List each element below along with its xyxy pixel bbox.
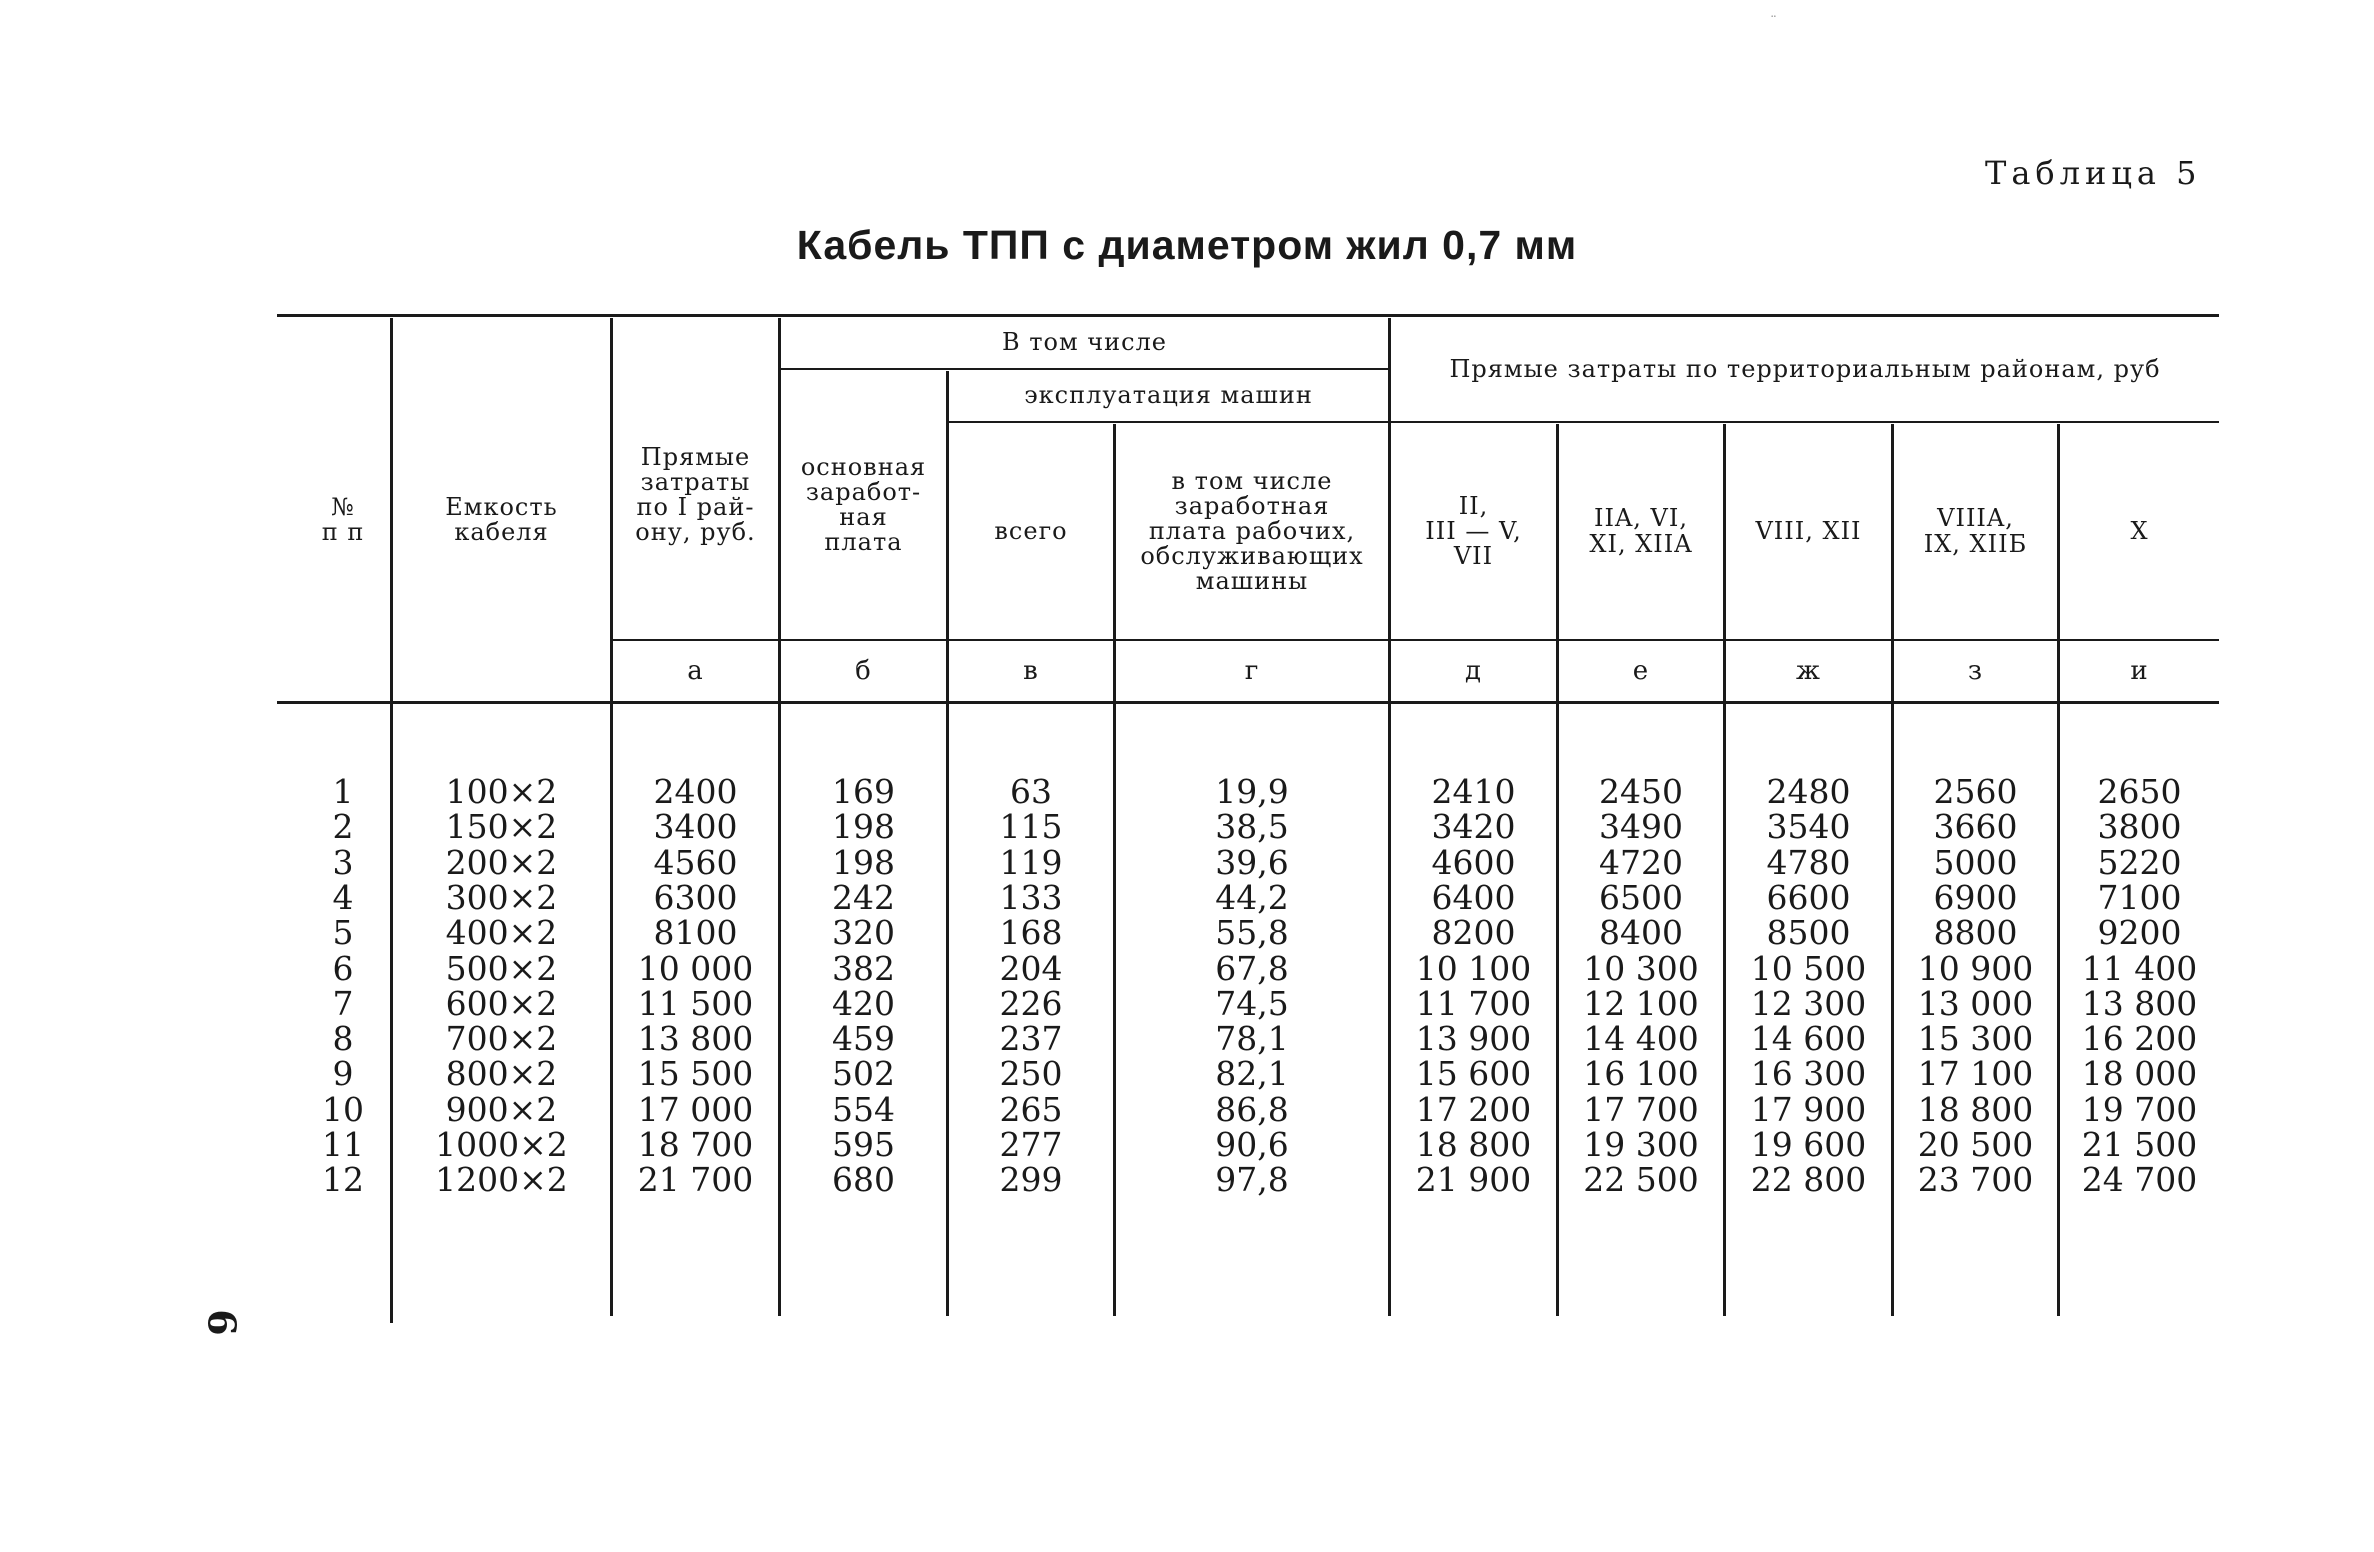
machines-rule	[946, 421, 1388, 423]
table-cell: 2650	[2097, 772, 2182, 811]
table-cell: 4560	[653, 842, 738, 882]
row-number-cell: 7	[332, 983, 354, 1023]
table-cell: 67,8	[1215, 948, 1289, 988]
table-cell: 600×2	[445, 983, 558, 1023]
column-letter: и	[2130, 655, 2149, 686]
table-cell: 44,2	[1215, 877, 1289, 917]
column-letter: з	[1967, 655, 1984, 686]
table-cell: 17 700	[1583, 1089, 1699, 1129]
table-cell: 15 600	[1415, 1054, 1532, 1094]
table-cell: 15 300	[1917, 1019, 2034, 1059]
table-cell: 242	[832, 877, 895, 917]
table-title: Кабель ТПП с диаметром жил 0,7 мм	[796, 222, 1578, 268]
header-bottom-rule	[277, 701, 2219, 704]
row-number-cell: 5	[332, 913, 354, 953]
table-cell: 74,5	[1215, 983, 1289, 1023]
table-cell: 17 000	[637, 1089, 754, 1129]
row-number-cell: 1	[332, 772, 354, 811]
table-cell: 13 800	[637, 1019, 754, 1059]
header-including: В том числе	[1001, 328, 1168, 357]
table-cell: 97,8	[1215, 1160, 1289, 1200]
table-cell: 13 900	[1415, 1019, 1532, 1059]
table-cell: 700×2	[445, 1019, 558, 1059]
table-cell: 119	[999, 842, 1063, 882]
table-cell: 78,1	[1215, 1019, 1289, 1059]
table-cell: 200×2	[445, 842, 558, 882]
table-cell: 11 700	[1415, 983, 1532, 1023]
table-cell: 1200×2	[435, 1160, 568, 1200]
table-cell: 24 700	[2081, 1160, 2198, 1200]
header-region: X	[2130, 516, 2149, 545]
column-letter: г	[1244, 655, 1260, 686]
table-cell: 16 100	[1583, 1054, 1699, 1094]
table-cell: 900×2	[445, 1089, 558, 1129]
header-base-wage: основная заработ- ная плата	[800, 452, 927, 557]
table-cell: 8100	[653, 913, 738, 953]
table-cell: 277	[999, 1125, 1063, 1164]
table-cell: 14 600	[1750, 1019, 1867, 1059]
table-cell: 63	[1010, 772, 1052, 811]
header-incl-wage: в том числе заработная плата рабочих, обслуживающих машины	[1140, 466, 1364, 596]
column-letter: а	[687, 655, 704, 686]
including-rule	[778, 368, 1388, 370]
table-cell: 13 000	[1917, 983, 2034, 1023]
table-cell: 18 800	[1917, 1089, 2034, 1129]
table-cell: 382	[832, 948, 895, 988]
table-cell: 18 700	[637, 1125, 754, 1164]
page-number: 6	[199, 1309, 245, 1336]
table-cell: 19 700	[2081, 1089, 2198, 1129]
table-cell: 19 600	[1750, 1125, 1867, 1164]
table-cell: 3660	[1933, 807, 2018, 847]
table-cell: 21 700	[637, 1160, 754, 1200]
table-cell: 100×2	[445, 772, 558, 811]
column-letter: е	[1632, 655, 1650, 686]
header-region: VIIIA, IX, XIIБ	[1923, 504, 2028, 558]
table-cell: 265	[999, 1089, 1063, 1129]
table-cell: 198	[832, 842, 895, 882]
table-cell: 299	[999, 1160, 1063, 1200]
table-cell: 4780	[1766, 842, 1851, 882]
header-machine-operation: эксплуатация машин	[1024, 381, 1313, 410]
table-cell: 2400	[653, 772, 738, 811]
table-cell: 22 500	[1583, 1160, 1699, 1200]
table-cell: 19,9	[1215, 772, 1289, 811]
table-cell: 8800	[1933, 913, 2018, 953]
table-cell: 21 500	[2081, 1125, 2198, 1164]
table-label: Таблица 5	[1985, 154, 2202, 192]
table-cell: 2480	[1766, 772, 1851, 811]
header-direct-costs: Прямые затраты по I рай- ону, руб.	[635, 442, 756, 547]
regions-rule	[1388, 421, 2219, 423]
header-region: VIII, XII	[1755, 516, 1862, 545]
table-cell: 3490	[1599, 807, 1683, 847]
table-cell: 6900	[1933, 877, 2018, 917]
table-cell: 9200	[2097, 913, 2182, 953]
table-cell: 21 900	[1415, 1160, 1532, 1200]
table-cell: 15 500	[637, 1054, 754, 1094]
table-cell: 1000×2	[435, 1125, 568, 1164]
table-cell: 500×2	[445, 948, 558, 988]
table-cell: 554	[832, 1089, 895, 1129]
table-cell: 20 500	[1917, 1125, 2034, 1164]
table-cell: 320	[832, 913, 895, 953]
table-cell: 10 100	[1415, 948, 1532, 988]
row-number-cell: 12	[322, 1160, 364, 1200]
table-cell: 3800	[2097, 807, 2182, 847]
table-cell: 16 200	[2081, 1019, 2198, 1059]
table-cell: 10 000	[637, 948, 754, 988]
column-letter: в	[1023, 655, 1039, 686]
table-cell: 10 500	[1750, 948, 1867, 988]
letters-top-rule	[610, 639, 2219, 641]
table-cell: 90,6	[1215, 1125, 1289, 1164]
table-cell: 18 000	[2081, 1054, 2198, 1094]
table-cell: 2450	[1599, 772, 1683, 811]
table-cell: 13 800	[2081, 983, 2198, 1023]
table-cell: 4600	[1431, 842, 1516, 882]
table-cell: 10 300	[1583, 948, 1699, 988]
header-region: IIA, VI, XI, XIIA	[1589, 504, 1693, 558]
table-cell: 16 300	[1750, 1054, 1867, 1094]
table-cell: 502	[832, 1054, 895, 1094]
table-cell: 38,5	[1215, 807, 1289, 847]
row-number-cell: 4	[332, 877, 354, 917]
table-cell: 3400	[653, 807, 738, 847]
header-region: II, III — V, VII	[1425, 491, 1522, 571]
table-top-rule	[277, 314, 2219, 317]
table-cell: 55,8	[1215, 913, 1289, 953]
table-cell: 198	[832, 807, 895, 847]
table-cell: 133	[999, 877, 1063, 917]
row-number-cell: 3	[332, 842, 354, 882]
table-cell: 39,6	[1215, 842, 1289, 882]
table-cell: 6600	[1766, 877, 1851, 917]
table-cell: 11 400	[2081, 948, 2198, 988]
table-cell: 17 200	[1415, 1089, 1532, 1129]
header-capacity: Емкость кабеля	[445, 492, 558, 546]
table-cell: 5000	[1933, 842, 2018, 882]
table-cell: 5220	[2097, 842, 2182, 882]
table-cell: 8200	[1431, 913, 1516, 953]
table-cell: 6300	[653, 877, 738, 917]
table-cell: 82,1	[1215, 1054, 1289, 1094]
column-letter: д	[1464, 655, 1482, 686]
table-cell: 150×2	[445, 807, 558, 847]
table-cell: 8500	[1766, 913, 1851, 953]
row-number-cell: 10	[322, 1089, 364, 1129]
table-cell: 204	[999, 948, 1063, 988]
table-cell: 595	[832, 1125, 895, 1164]
table-cell: 17 100	[1917, 1054, 2034, 1094]
table-cell: 22 800	[1750, 1160, 1867, 1200]
table-cell: 169	[832, 772, 895, 811]
table-cell: 237	[999, 1019, 1063, 1059]
table-cell: 3420	[1431, 807, 1516, 847]
table-cell: 800×2	[445, 1054, 558, 1094]
table-cell: 86,8	[1215, 1089, 1289, 1129]
header-regions-group: Прямые затраты по территориальным районам, руб	[1449, 354, 2161, 383]
row-number-cell: 9	[332, 1054, 354, 1094]
table-cell: 18 800	[1415, 1125, 1532, 1164]
table-cell: 4720	[1599, 842, 1683, 882]
row-number-cell: 6	[332, 948, 354, 988]
header-num: № п п	[321, 492, 365, 546]
table-cell: 6400	[1431, 877, 1516, 917]
row-number-cell: 11	[322, 1125, 364, 1164]
table-cell: 8400	[1599, 913, 1683, 953]
stray-mark: ¨	[1770, 14, 1777, 30]
column-letter: б	[855, 655, 872, 686]
table-cell: 2560	[1933, 772, 2018, 811]
table-cell: 680	[832, 1160, 895, 1200]
row-number-cell: 8	[332, 1019, 354, 1059]
table-cell: 6500	[1599, 877, 1683, 917]
table-cell: 23 700	[1917, 1160, 2034, 1200]
table-cell: 19 300	[1583, 1125, 1699, 1164]
row-number-cell: 2	[332, 807, 354, 847]
table-cell: 226	[999, 983, 1063, 1023]
header-total: всего	[994, 516, 1068, 545]
table-cell: 420	[832, 983, 895, 1023]
table-cell: 300×2	[445, 877, 558, 917]
table-cell: 14 400	[1583, 1019, 1699, 1059]
table-cell: 3540	[1766, 807, 1851, 847]
table-cell: 168	[999, 913, 1063, 953]
table-cell: 11 500	[637, 983, 754, 1023]
table-cell: 2410	[1431, 772, 1516, 811]
table-cell: 115	[999, 807, 1063, 847]
table-cell: 400×2	[445, 913, 558, 953]
column-letter: ж	[1796, 655, 1821, 686]
table-cell: 17 900	[1750, 1089, 1867, 1129]
table-cell: 7100	[2097, 877, 2182, 917]
table-cell: 12 100	[1583, 983, 1699, 1023]
table-cell: 12 300	[1750, 983, 1867, 1023]
table-cell: 459	[832, 1019, 895, 1059]
table-cell: 250	[999, 1054, 1063, 1094]
table-cell: 10 900	[1917, 948, 2034, 988]
